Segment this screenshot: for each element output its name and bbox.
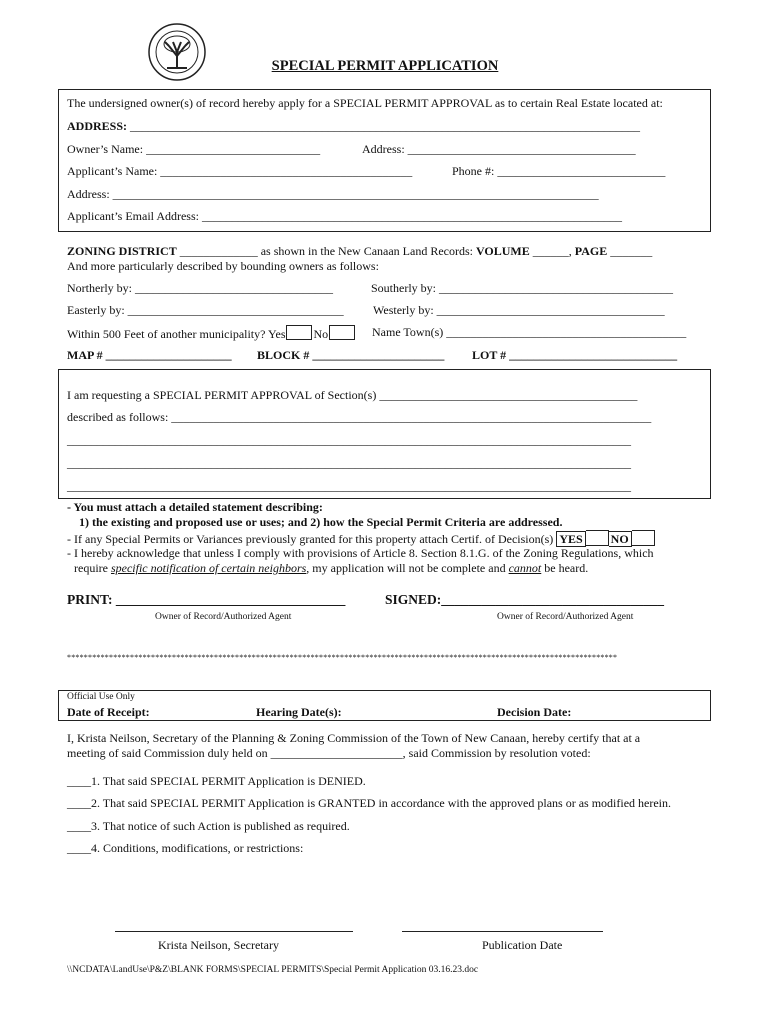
address-line: _____________________________________________________________________________________ [130,119,641,133]
attach-criteria: 1) the existing and proposed use or uses; and 2) how the Special Permit Criteria are addressed. [79,515,563,529]
prior-no-label: NO [609,531,632,547]
certification-line-1: I, Krista Neilson, Secretary of the Planning & Zoning Commission of the Town of New Canaan, hereby certify that at a [67,731,641,745]
name-towns-field[interactable]: Name Town(s) ________________________________________ [372,325,687,339]
ack-pre: require [74,561,111,575]
map-field[interactable]: MAP # _____________________ [67,348,232,362]
official-use-box [58,690,711,721]
page-line: _______ [607,244,653,258]
decision-denied[interactable]: ____1. That said SPECIAL PERMIT Application is DENIED. [67,774,366,788]
print-field[interactable]: PRINT: __________________________________ [67,592,346,607]
prior-permits-text: - If any Special Permits or Variances previously granted for this property attach Certif. of Decision(s) [67,532,554,546]
attach-note: - You must attach a detailed statement describing: [67,500,323,514]
block-field[interactable]: BLOCK # ______________________ [257,348,445,362]
acknowledge-text: - I hereby acknowledge that unless I comply with provisions of Article 8. Section 8.1.G. of the Zoning Regulations, which [67,546,654,560]
owners-name-field[interactable]: Owner’s Name: _____________________________ [67,142,321,156]
within-500-line [67,325,356,342]
described-field[interactable]: described as follows: ________________________________________________________________________________ [67,410,652,424]
prior-yes-checkbox[interactable] [586,530,609,546]
westerly-field[interactable]: Westerly by: ______________________________________ [373,303,665,317]
email-field[interactable]: Applicant’s Email Address: ______________________________________________________________________ [67,209,622,223]
prior-yes-label: YES [556,531,585,547]
description-line[interactable]: ______________________________________________________________________________________________ [67,479,631,493]
owner-address-field[interactable]: Address: ______________________________________ [362,142,636,156]
date-of-receipt-label: Date of Receipt: [67,705,150,719]
address-label: ADDRESS: [67,119,131,133]
zoning-district-line[interactable] [67,244,652,259]
notification-link[interactable]: specific notification of certain neighbors [110,561,307,575]
volume-line: ______, [529,244,575,258]
prior-permits-line [67,530,655,547]
print-caption: Owner of Record/Authorized Agent [155,612,292,622]
decision-date-label: Decision Date: [497,705,572,719]
signed-caption: Owner of Record/Authorized Agent [497,612,634,622]
decision-granted[interactable]: ____2. That said SPECIAL PERMIT Application is GRANTED in accordance with the approved plans or as modified herein. [67,796,672,810]
volume-label: VOLUME [475,244,530,258]
bounding-text: And more particularly described by bounding owners as follows: [67,259,379,273]
page-label: PAGE [574,244,608,258]
phone-field[interactable]: Phone #: ____________________________ [452,164,666,178]
publication-caption: Publication Date [482,938,563,952]
file-path-footer: \\NCDATA\LandUse\P&Z\BLANK FORMS\SPECIAL PERMITS\Special Permit Application 03.16.23.doc [67,965,479,975]
certification-line-2[interactable]: meeting of said Commission duly held on ______________________, said Commission by resolution voted: [67,746,591,760]
page-title: SPECIAL PERMIT APPLICATION [271,58,499,74]
prior-no-checkbox[interactable] [632,530,655,546]
requesting-field[interactable]: I am requesting a SPECIAL PERMIT APPROVAL of Section(s) ___________________________________________ [67,388,638,402]
northerly-field[interactable]: Northerly by: _________________________________ [67,281,333,295]
publication-date-line[interactable] [402,931,603,932]
cannot-emphasis: cannot [508,561,542,575]
hearing-date-label: Hearing Date(s): [256,705,342,719]
official-use-label: Official Use Only [67,692,135,702]
signed-field[interactable]: SIGNED:_________________________________ [385,592,665,607]
zoning-district-text: _____________ as shown in the New Canaan Land Records: [176,244,476,258]
lot-field[interactable]: LOT # ____________________________ [472,348,678,362]
ack-mid: , my application will not be complete and [306,561,509,575]
decision-published[interactable]: ____3. That notice of such Action is published as required. [67,819,350,833]
no-label: No [313,327,329,341]
secretary-caption: Krista Neilson, Secretary [158,938,279,952]
no-checkbox[interactable] [329,325,355,340]
acknowledge-text-2 [74,561,588,576]
zoning-district-label: ZONING DISTRICT [67,244,177,258]
ack-post: be heard. [541,561,589,575]
separator-stars: *********************************************************************************************************************************** [67,653,618,662]
applicants-name-field[interactable]: Applicant’s Name: __________________________________________ [67,164,413,178]
applicant-address-field[interactable]: Address: _________________________________________________________________________________ [67,187,599,201]
description-line[interactable]: ______________________________________________________________________________________________ [67,456,631,470]
description-line[interactable]: ______________________________________________________________________________________________ [67,433,631,447]
southerly-field[interactable]: Southerly by: _______________________________________ [371,281,673,295]
intro-text: The undersigned owner(s) of record hereby apply for a SPECIAL PERMIT APPROVAL as to certain Real Estate located at: [67,96,663,110]
address-field[interactable] [67,119,640,134]
easterly-field[interactable]: Easterly by: ____________________________________ [67,303,344,317]
secretary-signature-line[interactable] [115,931,353,932]
within-500-text: Within 500 Feet of another municipality? Yes [67,327,286,341]
decision-conditions[interactable]: ____4. Conditions, modifications, or restrictions: [67,841,304,855]
yes-checkbox[interactable] [286,325,312,340]
